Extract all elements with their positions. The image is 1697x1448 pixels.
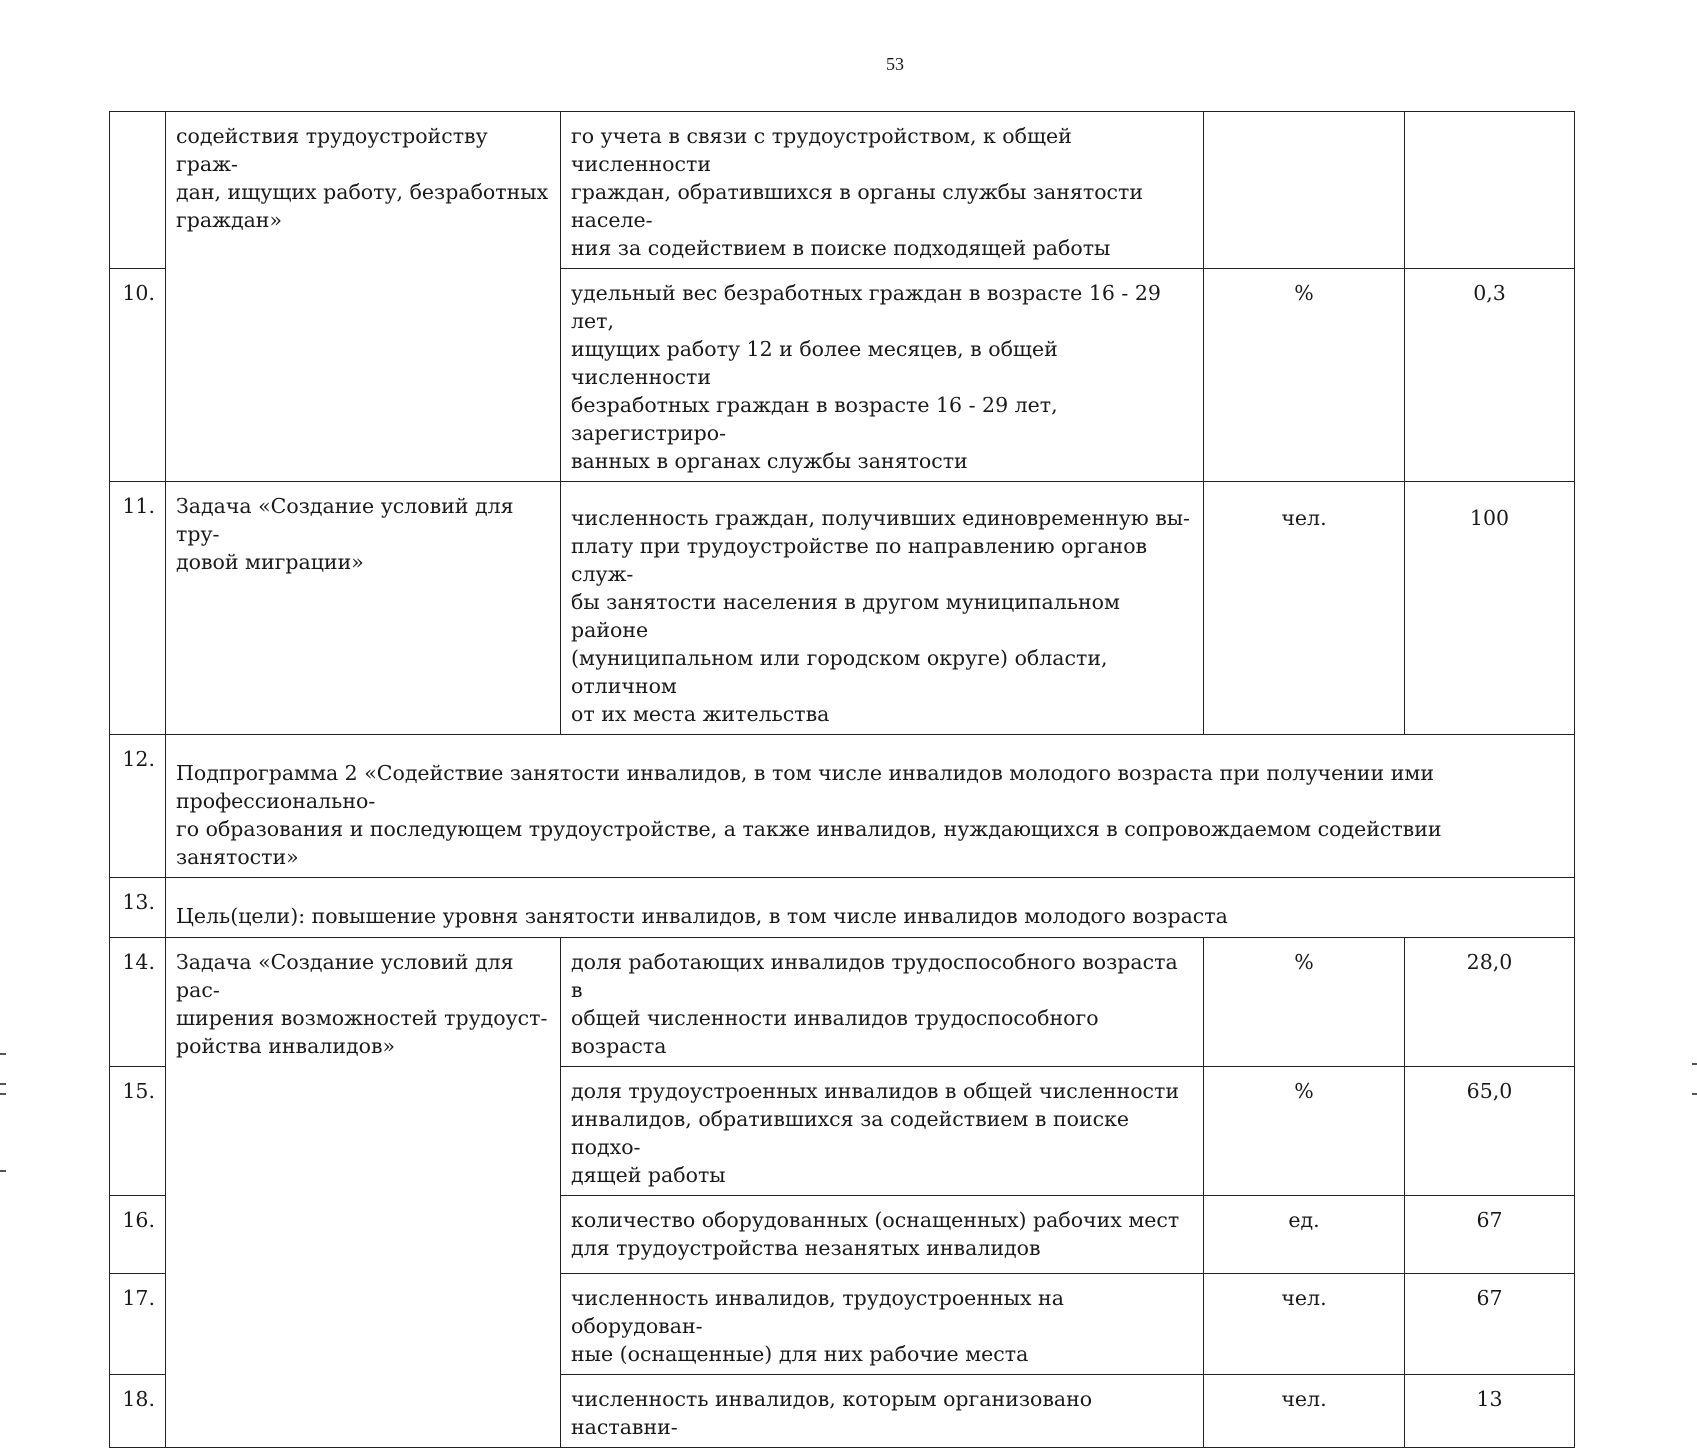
scan-edge-mark	[0, 1170, 6, 1172]
value-cell: 100	[1405, 482, 1575, 735]
row-number: 18.	[110, 1375, 166, 1448]
subprogram-text: Подпрограмма 2 «Содействие занятости инвалидов, в том числе инвалидов молодого возраста при получении ими профессионально- го образования и последующем трудоустройстве, а также инвалидов, нуждающихся в сопровождаемом содействии занятости»	[176, 761, 1442, 869]
value-cell: 28,0	[1405, 938, 1575, 1067]
scan-edge-mark	[0, 1053, 6, 1055]
table-row	[110, 938, 1575, 1067]
unit-cell: ед.	[1204, 1196, 1405, 1274]
table-row	[110, 112, 1575, 269]
task-cell: содействия трудоустройству граж- дан, ищущих работу, безработных граждан»	[166, 112, 561, 482]
goal-text: Цель(цели): повышение уровня занятости инвалидов, в том числе инвалидов молодого возраста	[176, 904, 1228, 928]
task-cell: Задача «Создание условий для тру- довой миграции»	[166, 482, 561, 735]
row-number: 16.	[110, 1196, 166, 1274]
table-row	[110, 878, 1575, 938]
value-cell: 0,3	[1405, 269, 1575, 482]
task-cell: Задача «Создание условий для рас- ширения возможностей трудоуст- ройства инвалидов»	[166, 938, 561, 1448]
row-number: 13.	[110, 878, 166, 938]
indicator-cell: численность инвалидов, которым организовано наставни-	[561, 1375, 1204, 1448]
unit-cell: %	[1204, 269, 1405, 482]
unit-cell: чел.	[1204, 1375, 1405, 1448]
unit-cell: %	[1204, 938, 1405, 1067]
scan-edge-mark	[1692, 1093, 1697, 1095]
indicator-cell: удельный вес безработных граждан в возрасте 16 - 29 лет, ищущих работу 12 и более месяцев, в общей численности безработных граждан в возрасте 16 - 29 лет, зарегистриро- ванных в органах службы занятости	[561, 269, 1204, 482]
goal-heading	[166, 878, 1575, 938]
indicator-cell: го учета в связи с трудоустройством, к общей численности граждан, обратившихся в органы службы занятости населе- ния за содействием в поиске подходящей работы	[561, 112, 1204, 269]
indicator-cell: доля работающих инвалидов трудоспособного возраста в общей численности инвалидов трудоспособного возраста	[561, 938, 1204, 1067]
table-row	[110, 482, 1575, 735]
row-number: 10.	[110, 269, 166, 482]
indicator-cell: доля трудоустроенных инвалидов в общей численности инвалидов, обратившихся за содействием в поиске подхо- дящей работы	[561, 1067, 1204, 1196]
scan-edge-mark	[1692, 1063, 1697, 1065]
indicator-cell: численность граждан, получивших единовременную вы- плату при трудоустройстве по направлению органов служ- бы занятости населения в другом муниципальном районе (муниципальном или городском округе) области, отличном от их места жительства	[561, 482, 1204, 735]
unit-cell: %	[1204, 1067, 1405, 1196]
value-cell: 65,0	[1405, 1067, 1575, 1196]
unit-cell: чел.	[1204, 482, 1405, 735]
value-cell: 67	[1405, 1274, 1575, 1375]
row-number: 12.	[110, 735, 166, 878]
indicator-cell: количество оборудованных (оснащенных) рабочих мест для трудоустройства незанятых инвалидов	[561, 1196, 1204, 1274]
table-row	[110, 735, 1575, 878]
row-number	[110, 112, 166, 269]
row-number: 17.	[110, 1274, 166, 1375]
indicators-table	[109, 111, 1575, 1448]
scan-edge-mark	[0, 1083, 6, 1085]
subprogram-heading	[166, 735, 1575, 878]
scan-edge-mark	[0, 1093, 6, 1095]
indicator-cell: численность инвалидов, трудоустроенных на оборудован- ные (оснащенные) для них рабочие места	[561, 1274, 1204, 1375]
row-number: 14.	[110, 938, 166, 1067]
page-number: 53	[886, 54, 904, 74]
value-cell	[1405, 112, 1575, 269]
unit-cell	[1204, 112, 1405, 269]
value-cell: 13	[1405, 1375, 1575, 1448]
row-number: 11.	[110, 482, 166, 735]
value-cell: 67	[1405, 1196, 1575, 1274]
row-number: 15.	[110, 1067, 166, 1196]
unit-cell: чел.	[1204, 1274, 1405, 1375]
